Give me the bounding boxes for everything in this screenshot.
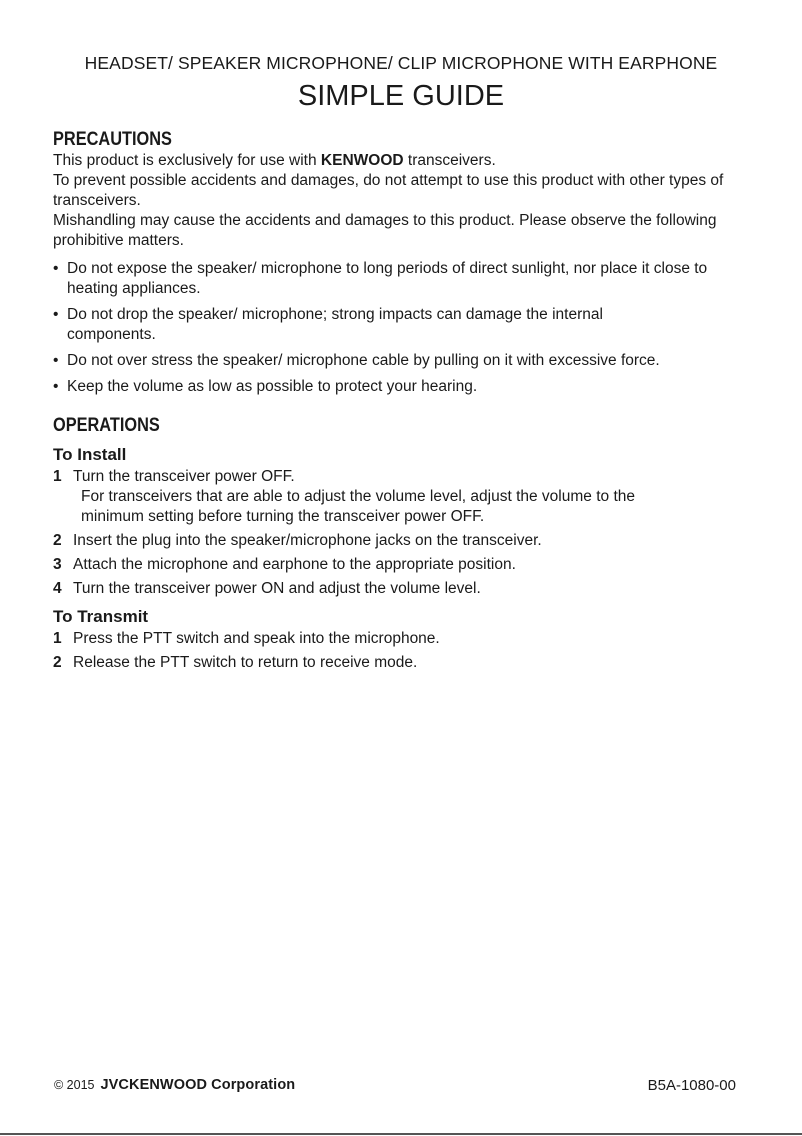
step-number: 1 <box>53 630 62 647</box>
list-item <box>53 467 753 527</box>
list-item <box>53 653 753 673</box>
precautions-heading: PRECAUTIONS <box>53 129 172 150</box>
transmit-heading: To Transmit <box>53 607 149 626</box>
bullet-icon: • <box>53 260 59 277</box>
step-text: Turn the transceiver power OFF. <box>73 468 295 485</box>
step-text: Insert the plug into the speaker/microphone jacks on the transceiver. <box>73 532 542 549</box>
step-number: 2 <box>53 532 62 549</box>
copyright-year: © 2015 <box>54 1078 95 1092</box>
install-heading: To Install <box>53 445 127 464</box>
bullet-icon: • <box>53 306 59 323</box>
list-item <box>53 579 753 599</box>
list-item <box>53 351 753 371</box>
precautions-paragraph-3: Mishandling may cause the accidents and damages to this product. Please observe the following prohibitive matters. <box>53 212 717 249</box>
step-note: For transceivers that are able to adjust the volume level, adjust the volume to the minimum setting before turning the transceiver power OFF. <box>81 488 635 525</box>
transmit-steps <box>53 629 753 673</box>
precautions-list <box>53 259 753 397</box>
document-code: B5A-1080-00 <box>647 1077 736 1094</box>
brand-name: KENWOOD <box>320 152 404 169</box>
bullet-icon: • <box>53 352 59 369</box>
product-line-heading: HEADSET/ SPEAKER MICROPHONE/ CLIP MICROPHONE WITH EARPHONE <box>84 53 718 73</box>
step-text: Attach the microphone and earphone to the appropriate position. <box>73 556 516 573</box>
operations-section <box>53 413 753 673</box>
list-item <box>53 555 753 575</box>
list-item <box>53 629 753 649</box>
intro-prefix: This product is exclusively for use with <box>53 152 321 169</box>
page-bottom-divider <box>0 1133 802 1135</box>
step-number: 1 <box>53 468 62 485</box>
intro-suffix: transceivers. <box>403 152 496 169</box>
step-text: Press the PTT switch and speak into the microphone. <box>73 630 440 647</box>
list-item <box>53 305 753 345</box>
list-item <box>53 531 753 551</box>
precautions-intro <box>53 151 753 171</box>
precautions-section <box>53 127 753 397</box>
corporation-logo-text: JVCKENWOOD Corporation <box>100 1077 296 1093</box>
step-text: Release the PTT switch to return to receive mode. <box>73 654 418 671</box>
copyright-notice <box>54 1077 295 1093</box>
page-title: SIMPLE GUIDE <box>297 80 505 112</box>
step-number: 3 <box>53 556 62 573</box>
bullet-text: Do not drop the speaker/ microphone; strong impacts can damage the internal components. <box>67 306 603 343</box>
bullet-text: Keep the volume as low as possible to protect your hearing. <box>67 378 478 395</box>
step-number: 4 <box>53 580 62 597</box>
precautions-paragraph-2: To prevent possible accidents and damages, do not attempt to use this product with other types of transceivers. <box>53 172 724 209</box>
step-number: 2 <box>53 654 62 671</box>
list-item <box>53 377 753 397</box>
bullet-icon: • <box>53 378 59 395</box>
main-content <box>53 127 753 677</box>
list-item <box>53 259 753 299</box>
operations-heading: OPERATIONS <box>53 415 160 436</box>
bullet-text: Do not over stress the speaker/ microphone cable by pulling on it with excessive force. <box>67 352 660 369</box>
step-text: Turn the transceiver power ON and adjust the volume level. <box>73 580 481 597</box>
install-steps <box>53 467 753 599</box>
bullet-text: Do not expose the speaker/ microphone to long periods of direct sunlight, nor place it close to heating appliances. <box>67 260 708 297</box>
